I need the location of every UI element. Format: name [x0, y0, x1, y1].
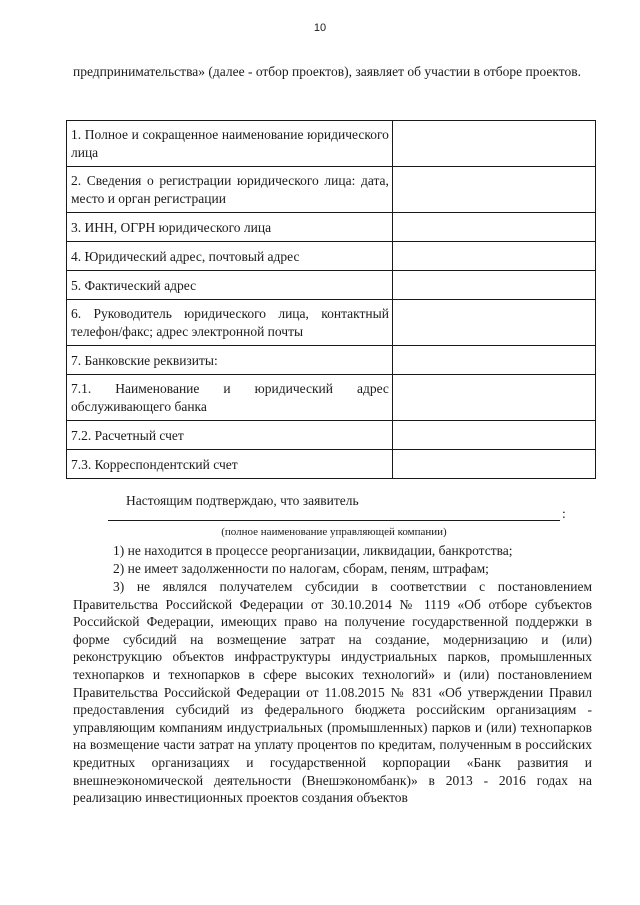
- row-value-full-name[interactable]: [392, 121, 595, 167]
- table-row: [67, 450, 596, 479]
- row-value-correspondent-account[interactable]: [392, 450, 595, 479]
- table-row: [67, 242, 596, 271]
- row-label-bank-details: 7. Банковские реквизиты:: [67, 346, 393, 375]
- row-label-actual-address: 5. Фактический адрес: [67, 271, 393, 300]
- intro-paragraph: предпринимательства» (далее - отбор проектов), заявляет об участии в отборе проектов.: [73, 64, 582, 79]
- row-label-head-contacts: 6. Руководитель юридического лица, контактный телефон/факс; адрес электронной почты: [67, 300, 393, 346]
- table-row: [67, 375, 596, 421]
- row-label-full-name: 1. Полное и сокращенное наименование юридического лица: [67, 121, 393, 167]
- table-row: [67, 421, 596, 450]
- company-name-blank-line[interactable]: [108, 520, 560, 521]
- row-value-settlement-account[interactable]: [392, 421, 595, 450]
- row-value-head-contacts[interactable]: [392, 300, 595, 346]
- row-label-registration: 2. Сведения о регистрации юридического лица: дата, место и орган регистрации: [67, 167, 393, 213]
- row-label-settlement-account: 7.2. Расчетный счет: [67, 421, 393, 450]
- condition-item: 1) не находится в процессе реорганизации, ликвидации, банкротства;: [113, 543, 513, 558]
- table-row: [67, 300, 596, 346]
- company-name-caption: (полное наименование управляющей компании): [221, 526, 447, 538]
- row-label-correspondent-account: 7.3. Корреспондентский счет: [67, 450, 393, 479]
- condition-item: 3) не являлся получателем субсидии в соответствии с постановлением Правительства Российской Федерации от 30.10.2014 № 1119 «Об отборе субъектов Российской Федерации, имеющих право на получение государственной поддержки в форме субсидий на возмещение затрат на создание, модернизацию и (или) реконструкцию объектов инфраструктуры индустриальных парков, промышленных технопарков и технопарков в сфере высоких технологий» и (или) постановлением Правительства Российской Федерации от 11.08.2015 № 831 «Об утверждении Правил предоставления субсидий из федерального бюджета российским организациям - управляющим компаниям индустриальных (промышленных) парков и (или) технопарков на возмещение части затрат на уплату процентов по кредитам, полученным в российских кредитных организациях и государственной корпорации «Банк развития и внешнеэкономической деятельности (Внешэкономбанк)» в 2013 - 2016 годах на реализацию инвестиционных проектов создания объектов: [73, 579, 592, 806]
- confirmation-lead: Настоящим подтверждаю, что заявитель: [126, 493, 359, 508]
- row-label-legal-address: 4. Юридический адрес, почтовый адрес: [67, 242, 393, 271]
- row-value-bank-details[interactable]: [392, 346, 595, 375]
- row-value-inn-ogrn[interactable]: [392, 213, 595, 242]
- row-value-bank-name[interactable]: [392, 375, 595, 421]
- row-value-actual-address[interactable]: [392, 271, 595, 300]
- row-label-inn-ogrn: 3. ИНН, ОГРН юридического лица: [67, 213, 393, 242]
- table-row: [67, 167, 596, 213]
- row-label-bank-name: 7.1. Наименование и юридический адрес обслуживающего банка: [67, 375, 393, 421]
- table-row: [67, 346, 596, 375]
- page-number: 10: [313, 22, 327, 34]
- blank-colon: :: [562, 506, 566, 521]
- row-value-registration[interactable]: [392, 167, 595, 213]
- condition-item: 2) не имеет задолженности по налогам, сборам, пеням, штрафам;: [113, 561, 489, 576]
- table-row: [67, 121, 596, 167]
- table-row: [67, 213, 596, 242]
- table-row: [67, 271, 596, 300]
- applicant-details-table: [66, 120, 596, 479]
- row-value-legal-address[interactable]: [392, 242, 595, 271]
